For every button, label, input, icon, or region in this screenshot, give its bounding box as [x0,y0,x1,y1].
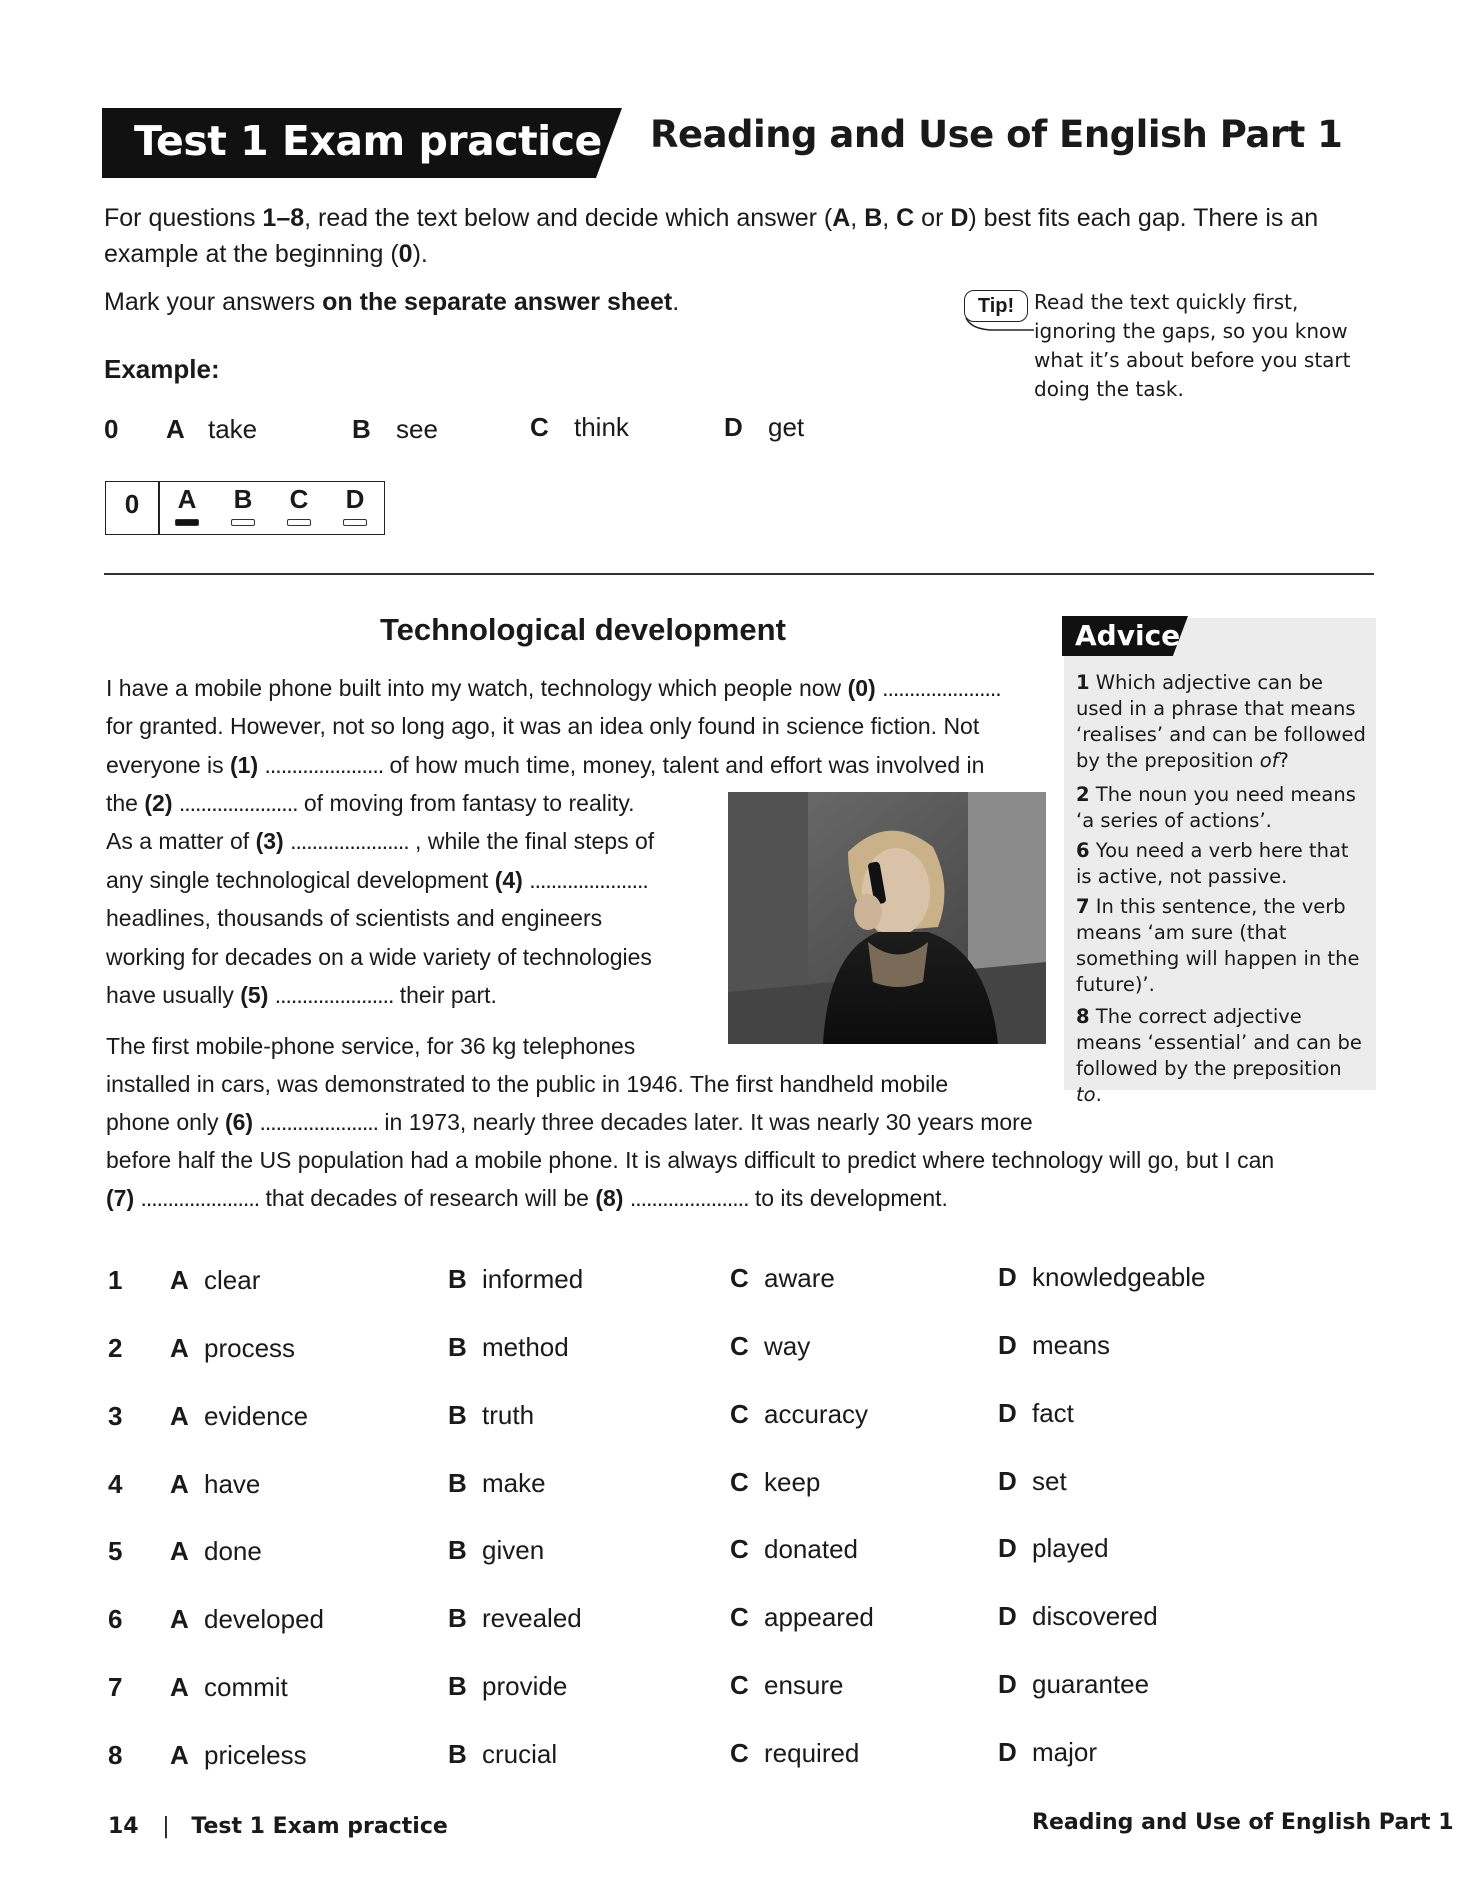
option-c[interactable]: required [764,1738,860,1768]
passage-line: phone only (6) ...................... in 1973, nearly three decades later. It was nearly 30 years more [106,1109,1033,1135]
passage-line: any single technological development (4) ...................... [106,867,648,893]
passage-line: I have a mobile phone built into my watch, technology which people now (0) ...................... [106,675,1001,701]
option-c[interactable]: aware [764,1263,835,1293]
example-number: 0 [104,414,119,444]
passage-line: the (2) ...................... of moving from fantasy to reality. [106,790,635,816]
option-a[interactable]: commit [204,1672,288,1702]
example-letter-a: A [166,414,185,444]
question-number: 7 [108,1672,123,1702]
option-b[interactable]: revealed [482,1603,582,1633]
option-letter-b: B [448,1603,467,1633]
question-number: 6 [108,1604,123,1634]
example-label: Example: [104,354,220,384]
passage-line: everyone is (1) ...................... of how much time, money, talent and effort was involved in [106,752,985,778]
question-number: 1 [108,1265,123,1295]
section-title: Reading and Use of English Part 1 [650,113,1343,156]
option-letter-d: D [998,1669,1017,1699]
option-d[interactable]: guarantee [1032,1669,1150,1699]
option-letter-a: A [170,1333,189,1363]
sheet-letter-a: A [177,484,197,514]
option-a[interactable]: priceless [204,1740,307,1770]
option-c[interactable]: accuracy [764,1399,869,1429]
passage-title: Technological development [380,612,786,647]
example-letter-b: B [352,414,371,444]
option-d[interactable]: set [1032,1466,1067,1496]
option-d[interactable]: fact [1032,1398,1074,1428]
example-letter-c: C [530,412,549,442]
advice-item: 7 In this sentence, the verb means ‘am sure (that something will happen in the future)’. [1076,895,1360,996]
question-number: 2 [108,1333,123,1363]
answer-sheet-number: 0 [124,489,140,519]
option-letter-a: A [170,1672,189,1702]
option-a[interactable]: developed [204,1604,324,1634]
question-number: 4 [108,1469,123,1499]
sheet-letter-d: D [345,484,365,514]
passage-line: The first mobile-phone service, for 36 kg telephones [106,1033,636,1059]
option-letter-c: C [730,1602,749,1632]
page-number: 14 [108,1814,139,1839]
option-c[interactable]: ensure [764,1670,844,1700]
sheet-letter-b: B [233,484,253,514]
footer-section: Reading and Use of English Part 1 [1032,1810,1454,1835]
question-number: 5 [108,1536,123,1566]
footer-left [108,1814,448,1839]
page-title: Test 1 Exam practice [134,117,602,165]
tip-tail [964,318,1034,336]
option-letter-d: D [998,1330,1017,1360]
advice-item: 8 The correct adjective means ‘essential’ and can be followed by the preposition to. [1076,1005,1362,1106]
option-letter-c: C [730,1738,749,1768]
option-b[interactable]: truth [482,1400,535,1430]
option-b[interactable]: informed [482,1264,584,1294]
section-divider [104,573,1374,575]
sheet-mark-a-filled[interactable] [175,519,199,526]
question-number: 3 [108,1401,123,1431]
option-b[interactable]: given [482,1535,545,1565]
option-b[interactable]: provide [482,1671,568,1701]
option-letter-d: D [998,1533,1017,1563]
example-option-a: take [208,414,258,444]
instructions: For questions 1–8, read the text below and decide which answer (A, B, C or D) best fits each gap. There is an example at the beginning (0). [104,204,1319,268]
option-b[interactable]: make [482,1468,546,1498]
passage-line: headlines, thousands of scientists and engineers [106,905,603,931]
option-c[interactable]: appeared [764,1602,874,1632]
passage-line: have usually (5) ...................... their part. [106,982,497,1008]
mark-instruction: Mark your answers on the separate answer sheet. [104,288,680,316]
option-letter-b: B [448,1739,467,1769]
tip-text: Read the text quickly first, ignoring the gaps, so you know what it’s about before you start doing the task. [1034,290,1351,401]
passage-line: As a matter of (3) ...................... , while the final steps of [106,828,655,854]
example-option-b: see [396,414,438,444]
option-letter-c: C [730,1263,749,1293]
option-letter-c: C [730,1399,749,1429]
option-d[interactable]: played [1032,1533,1109,1563]
option-letter-d: D [998,1466,1017,1496]
passage-line: (7) ...................... that decades of research will be (8) ...................... to its development. [106,1185,948,1211]
option-d[interactable]: knowledgeable [1032,1262,1206,1292]
passage-line: before half the US population had a mobile phone. It is always difficult to predict where technology will go, but I can [106,1147,1275,1173]
option-letter-b: B [448,1468,467,1498]
option-letter-d: D [998,1398,1017,1428]
example-letter-d: D [724,412,743,442]
advice-heading: Advice [1075,619,1181,652]
footer-title: Test 1 Exam practice [191,1814,448,1839]
example-option-c: think [574,412,629,442]
option-letter-c: C [730,1670,749,1700]
option-letter-d: D [998,1737,1017,1767]
option-b[interactable]: method [482,1332,569,1362]
option-c[interactable]: keep [764,1467,821,1497]
option-letter-c: C [730,1467,749,1497]
advice-item: 1 Which adjective can be used in a phrase that means ‘realises’ and can be followed by the preposition of? [1076,671,1366,772]
option-d[interactable]: means [1032,1330,1111,1360]
option-a[interactable]: have [204,1469,261,1499]
option-d[interactable]: major [1032,1737,1098,1767]
option-letter-d: D [998,1262,1017,1292]
option-letter-a: A [170,1265,189,1295]
option-letter-a: A [170,1401,189,1431]
option-letter-c: C [730,1331,749,1361]
option-letter-a: A [170,1604,189,1634]
option-letter-d: D [998,1601,1017,1631]
photo-woman-on-phone [728,792,1046,1044]
option-letter-a: A [170,1536,189,1566]
option-c[interactable]: way [764,1331,811,1361]
option-b[interactable]: crucial [482,1739,558,1769]
option-letter-a: A [170,1740,189,1770]
option-a[interactable]: evidence [204,1401,309,1431]
tip-label: Tip! [964,290,1028,322]
option-letter-b: B [448,1400,467,1430]
advice-item: 2 The noun you need means ‘a series of actions’. [1076,783,1356,832]
advice-item: 6 You need a verb here that is active, not passive. [1076,839,1349,888]
sheet-mark-b[interactable] [231,519,255,526]
option-letter-b: B [448,1264,467,1294]
passage-line: working for decades on a wide variety of technologies [106,944,652,970]
option-letter-b: B [448,1535,467,1565]
sheet-mark-d[interactable] [343,519,367,526]
question-number: 8 [108,1740,123,1770]
option-letter-b: B [448,1332,467,1362]
passage-line: for granted. However, not so long ago, it was an idea only found in science fiction. Not [106,713,980,739]
footer-separator: | [162,1814,170,1839]
answer-sheet-divider [158,481,160,535]
option-c[interactable]: donated [764,1534,858,1564]
option-a[interactable]: done [204,1536,262,1566]
sheet-mark-c[interactable] [287,519,311,526]
option-d[interactable]: discovered [1032,1601,1158,1631]
option-letter-c: C [730,1534,749,1564]
option-letter-a: A [170,1469,189,1499]
option-a[interactable]: clear [204,1265,261,1295]
sheet-letter-c: C [289,484,309,514]
passage-line: installed in cars, was demonstrated to the public in 1946. The first handheld mobile [106,1071,949,1097]
example-option-d: get [768,412,805,442]
option-letter-b: B [448,1671,467,1701]
option-a[interactable]: process [204,1333,296,1363]
